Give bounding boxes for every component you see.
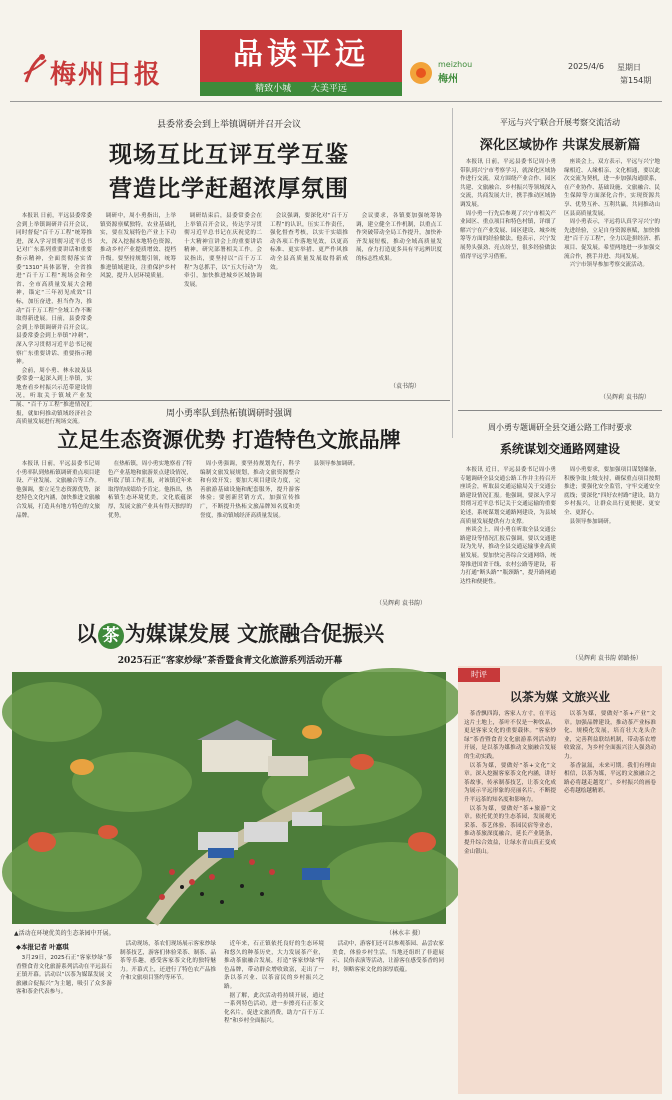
article2-body-col2 — [564, 158, 660, 390]
article2-byline: （吴辉莉 袁书韵） — [600, 394, 650, 401]
article2-paragraph: 座谈会上，双方表示，平远与兴宁地缘相近、人缘相亲、文化相通，要以此次交流为契机，进一步加强沟通联系，在产业协作、基础设施、文旅融合、民生保障等方面深化合作，实现资源共享、优势互补、互利共赢，共同推动山区县高质量发展。 — [564, 159, 660, 217]
article1-kicker: 县委常委会到上举镇调研并召开会议 — [156, 120, 301, 130]
article5-paragraph: 据了解，此次活动将持续开展，通过一系列特色活动，进一步擦亮石正茶文化名片，促进文旅消费，助力“百千万工程”和乡村全面振兴。 — [224, 992, 324, 1025]
article4-paragraph: 周小勇要求，要加强项目谋划储备，积极争取上级支持，确保重点项目按期推进；要强化安全监管，守牢交通安全底线；要深化“四好农村路”建设，助力乡村振兴，让群众出行更便捷、更安全、更舒心。 — [564, 467, 660, 516]
paper-name: 梅州日报 — [50, 60, 163, 90]
slogan-right: 大美平远 — [310, 84, 347, 94]
tea-garden-scene — [12, 672, 446, 924]
commentary-paragraph: 茶香飘四海，客家人方寸，在平远这片土地上，茶叶不仅是一种饮品，更是客家文化的重要载体。“客家炒绿”茶香暨食青文化旅游系列活动的开展，是以茶为媒推动文旅融合发展的生动实践。 — [464, 711, 556, 760]
masthead — [0, 0, 672, 100]
issue-number: 第154期 — [620, 76, 652, 85]
article3-paragraph: 在热柘镇，周小勇实地察看了特色产业基地和旅游景点建设情况，听取了镇工作汇报，对该镇近年来取得的成绩给予肯定。他指出，热柘镇生态环境优美，文化底蕴深厚，发展文旅产业具有得天独厚的优势。 — [108, 461, 192, 519]
paper-logo — [22, 52, 48, 86]
article4-paragraph: 座谈会上，周小勇在听取全县交通公路建设等情况汇报后强调，要以交通建设为先导，推动全县交通运输事业高质量发展。要加快完善综合交通网络，统筹推进国省干线、农村公路等建设，着力打通“断头路”“瓶颈路”，提升路网通达性和便捷性。 — [460, 527, 556, 585]
article3-body-col2 — [108, 460, 192, 610]
article1-title-line1: 现场互比互评互学互鉴 — [109, 141, 349, 168]
article1-paragraph: 会议强调，要深化对“百千万工程”的认识，压实工作责任，强化督查考核，以实干实绩推动各项工作落地见效，以更高标准、更实举措、更严作风推动全县高质量发展取得新成效。 — [270, 213, 348, 271]
article2-title: 深化区域协作 共谋发展新篇 — [479, 138, 641, 153]
article5-paragraph: 3月29日，2025石正“客家炒绿”茶香暨食青文化旅游系列活动在平远县石正镇开幕。活动以“以茶为媒谋发展 文旅融合促振兴”为主题，吸引了众多游客和茶企代表参与。 — [16, 955, 112, 996]
article2-body-col1 — [460, 158, 556, 390]
column-divider — [452, 108, 453, 438]
article1-paragraph: 调研中，周小勇指出，上举镇资源禀赋独特，农业基础扎实，要在发展特色产业上下功夫，深入挖掘本地特色资源，推动乡村产业提质增效、提档升级。要坚持规划引领，统筹推进镇域建设，注重保护乡村风貌，提升人居环境质量。 — [100, 213, 176, 280]
tea-emblem: 茶 — [98, 623, 124, 649]
photo-caption: ▲活动在环境优美的生态茶园中开展。 — [14, 930, 115, 937]
commentary-body-col2 — [564, 710, 656, 1090]
article5-paragraph: 近年来，石正镇依托良好的生态环境和悠久的种茶历史，大力发展茶产业，推动茶旅融合发展，打造“客家炒绿”特色品牌，带动群众增收致富，走出了一条以茶兴业、以茶富民的乡村振兴之路。 — [224, 941, 324, 990]
tea-garden-photo — [12, 672, 446, 924]
issue-date: 2025/4/6 — [568, 62, 604, 71]
article4-kicker: 周小勇专题调研全县交通公路工作时要求 — [488, 423, 632, 432]
article3-title: 立足生态资源优势 打造特色文旅品牌 — [57, 427, 401, 452]
section-divider — [10, 400, 450, 401]
article3-paragraph: 周小勇强调，要坚持规划先行，科学编制文旅发展规划，推动文旅资源整合和有效开发；要加大项目建设力度，完善旅游基础设施和配套服务，提升游客体验；要创新营销方式，加强宣传推广，不断提升热柘文旅品牌知名度和美誉度，推动镇域经济高质量发展。 — [200, 461, 300, 519]
article1-paragraph: 本报讯 日前，平远县委常委会到上举镇调研并召开会议，同时督促“百千万工程”统筹推进，深入学习贯彻习近平总书记对广东系列重要讲话和重要指示精神，全面贯彻落实省委“1310”具体部署，全省推进“百千万工程”现场会和全省、全市高质量发展大会精神，锚定“三年初见成效”目标，加压奋进，担当作为，推动“百千万工程”全域工作不断取得新进展。日前，县委常委会到上举镇调研并召开会议。县委常委会到上举镇“冲刺”，深入学习贯彻习近平总书记视察广东重要讲话、重要指示精神。 — [16, 213, 92, 366]
article3-body-col1 — [16, 460, 100, 610]
brand-logo — [408, 60, 434, 86]
commentary-body-col1 — [464, 710, 556, 1090]
article2-paragraph: 周小勇一行先后参观了兴宁市相关产业园区、重点项目和特色村镇，详细了解兴宁在产业发展、园区建设、城乡统筹等方面的经验做法。他表示，兴宁发展势头强劲、亮点纷呈，很多经验做法值得平远学习借鉴。 — [460, 210, 556, 260]
article5-reporter: ◆本报记者 叶嘉琪 — [16, 943, 69, 951]
section-title: 品读平远 — [233, 37, 369, 72]
commentary-tag: 时评 — [458, 668, 500, 682]
article1-body-col5 — [356, 212, 442, 378]
article3-body-col3 — [200, 460, 300, 610]
article1-title-line2: 营造比学赶超浓厚氛围 — [109, 175, 349, 202]
article1-paragraph: 会议要求，各镇要加强统筹协调，建立健全工作机制，以重点工作突破带动全局工作提升，加快补齐发展短板，推动全域高质量发展，奋力打造更多具有平远辨识度的标志性成果。 — [356, 213, 442, 262]
article5-body-col2 — [120, 940, 216, 1094]
article1-body-col1 — [16, 212, 92, 426]
article5-title — [10, 618, 450, 649]
plum-blossom-icon — [22, 52, 48, 86]
slogan-left: 精致小城 — [255, 84, 292, 94]
article5-body-col4 — [332, 940, 444, 1094]
commentary-paragraph: 以茶为媒，要做好“茶+产业”文章。加强品牌建设，推动茶产业标准化、规模化发展，培育壮大龙头企业，完善利益联结机制，带动茶农增收致富，为乡村全面振兴注入强劲动力。 — [564, 711, 656, 760]
commentary-box — [458, 666, 662, 1094]
article5-paragraph: 活动中，游客们还可以参观茶园、品尝农家美食，体验乡村生活。当地还组织了非遗展示、民俗表演等活动，让游客在感受茶香的同时，领略客家文化的深厚底蕴。 — [332, 941, 444, 973]
photo-credit: （林水丰 摄） — [386, 930, 424, 937]
commentary-paragraph: 以茶为媒，要做好“茶+文化”文章。深入挖掘客家茶文化内涵，讲好茶故事，传承制茶技艺，让茶文化成为展示平远形象的亮丽名片，不断提升平远茶的知名度和影响力。 — [464, 762, 556, 803]
commentary-paragraph: 茶香氤氲，未来可期。我们有理由相信，以茶为媒，平远的文旅融合之路必将越走越宽广，乡村振兴的画卷必将越绘越精彩。 — [564, 762, 656, 795]
article2-paragraph: 周小勇表示，平远将认真学习兴宁的先进经验，立足自身资源禀赋，加快推进“百千万工程”，全力以赴拼经济、抓项目、促发展。希望两地进一步加强交流合作，携手并进、共同发展。 — [564, 219, 660, 260]
article3-body-col4 — [308, 460, 444, 590]
masthead-rule — [10, 101, 662, 102]
brand-pinyin: meizhou — [438, 60, 473, 69]
article4-body-col1 — [460, 466, 556, 650]
article1-body-col3 — [184, 212, 262, 388]
article1-paragraph: 调研结束后，县委常委会在上举镇召开会议，传达学习贯彻习近平总书记在庆祝党的二十大精神宣讲会上的重要讲话精神，研究部署相关工作。会议指出，要坚持以“百千万工程”为总抓手，以“五大行动”为牵引，加快推进城乡区域协调发展。 — [184, 213, 262, 288]
article3-byline: （吴辉莉 袁书韵） — [376, 600, 426, 607]
article3-kicker: 周小勇率队到热柘镇调研时强调 — [165, 409, 292, 419]
article1-body-col2 — [100, 212, 176, 388]
article4-paragraph: 县领导参加调研。 — [569, 518, 615, 525]
article3-paragraph: 县领导参加调研。 — [313, 461, 359, 467]
article4-paragraph: 本报讯 近日，平远县委书记周小勇专题调研全县交通公路工作并主持召开座谈会，听取县交通运输局关于交通公路建设情况汇报。他强调，要深入学习贯彻习近平总书记关于交通运输的重要论述，系统谋划交通路网建设，为县域高质量发展提供有力支撑。 — [460, 467, 556, 525]
brand-city: 梅州 — [438, 74, 458, 85]
article4-title: 系统谋划交通路网建设 — [499, 442, 620, 456]
article1-paragraph: 会前，周小勇、林永波及县委常委一起深入到上举镇，实地查看乡村振兴示范带建设情况，听取关于镇域产业发展、“百千万工程”推进情况汇报，就如何推动镇域经济社会高质量发展进行现场交流。 — [16, 367, 92, 426]
article1-byline: （袁书韵） — [390, 383, 421, 390]
slogan-bar — [200, 82, 402, 96]
article3-paragraph: 本报讯 日前，平远县委书记周小勇率队到热柘镇调研重点项目建设、产业发展、文旅融合等工作。他强调，要立足生态资源优势，深挖特色文化内涵，加快推进文旅融合发展，打造具有地方特色的文旅品牌。 — [16, 461, 100, 519]
issue-weekday: 星期日 — [617, 63, 641, 72]
article1-body-col4 — [270, 212, 348, 388]
article5-subtitle: 2025石正“客家炒绿”茶香暨食青文化旅游系列活动开幕 — [117, 656, 343, 666]
section-title-banner — [200, 30, 402, 82]
commentary-title: 以茶为媒 文旅兴业 — [509, 690, 611, 704]
article5-title-part2: 为媒谋发展 文旅融合促振兴 — [124, 621, 385, 646]
article2-kicker: 平远与兴宁联合开展考察交流活动 — [500, 118, 620, 127]
section-divider — [458, 410, 662, 411]
article4-body-col2 — [564, 466, 660, 650]
article2-paragraph: 兴宁市领导参加考察交流活动。 — [569, 262, 648, 269]
article5-title-part1: 以 — [75, 621, 97, 646]
flower-emblem-icon — [408, 60, 434, 86]
article4-byline: （吴辉莉 袁书韵 韩路扬） — [572, 655, 642, 662]
article5-paragraph: 活动现场，茶农们现场展示客家炒绿制茶技艺，游客们体验采茶、制茶、品茶等乐趣，感受客家茶文化的独特魅力。开幕式上，还进行了特色农产品推介和文旅项目签约等环节。 — [120, 941, 216, 982]
article2-paragraph: 本报讯 日前，平远县委书记周小勇带队到兴宁市考察学习，就深化区域协作进行交流。双方围绕产业合作、园区共建、文旅融合、乡村振兴等领域深入交流，共商发展大计，携手推动区域协调发展。 — [460, 159, 556, 208]
commentary-paragraph: 以茶为媒，要做好“茶+旅游”文章。依托优美的生态茶园，发展观光采茶、茶艺体验、茶园民宿等业态，推动茶旅深度融合，延长产业链条，提升综合效益，让绿水青山真正变成金山银山。 — [464, 805, 556, 855]
article5-body-col1 — [16, 954, 112, 1094]
article5-body-col3 — [224, 940, 324, 1094]
